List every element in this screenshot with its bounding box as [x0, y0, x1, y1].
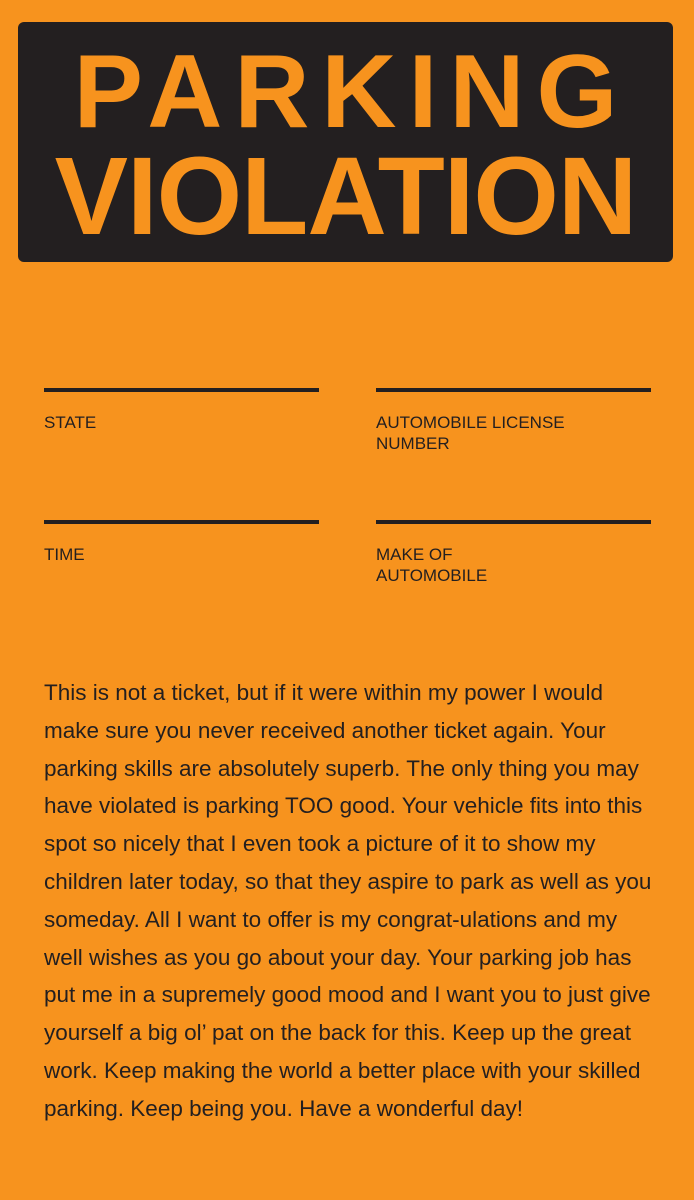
title-violation: VIOLATION: [54, 135, 637, 258]
title-parking: PARKING: [73, 34, 630, 150]
license-label: AUTOMOBILE LICENSE NUMBER: [376, 413, 565, 453]
state-label: STATE: [44, 413, 97, 432]
time-line: [44, 520, 319, 524]
make-field: [376, 520, 651, 586]
make-line: [376, 520, 651, 524]
license-line: [376, 388, 651, 392]
time-label: TIME: [44, 545, 85, 564]
license-field: [376, 388, 651, 454]
message-body: This is not a ticket, but if it were within my power I would make sure you never received another ticket again. Your parking skills are absolutely superb. The only thing you may have violated is parking TOO good. Your vehicle fits into this spot so nicely that I even took a picture of it to show my children later today, so that they aspire to park as well as you someday. All I want to offer is my congrat-ulations and my well wishes as you go about your day. Your parking job has put me in a supremely good mood and I want you to just give yourself a big ol’ pat on the back for this. Keep up the great work. Keep making the world a better place with your skilled parking. Keep being you. Have a wonderful day!: [44, 680, 652, 1121]
title-banner: [18, 22, 673, 262]
make-label: MAKE OF AUTOMOBILE: [376, 545, 488, 585]
state-line: [44, 388, 319, 392]
state-field: [44, 388, 319, 433]
time-field: [44, 520, 319, 565]
